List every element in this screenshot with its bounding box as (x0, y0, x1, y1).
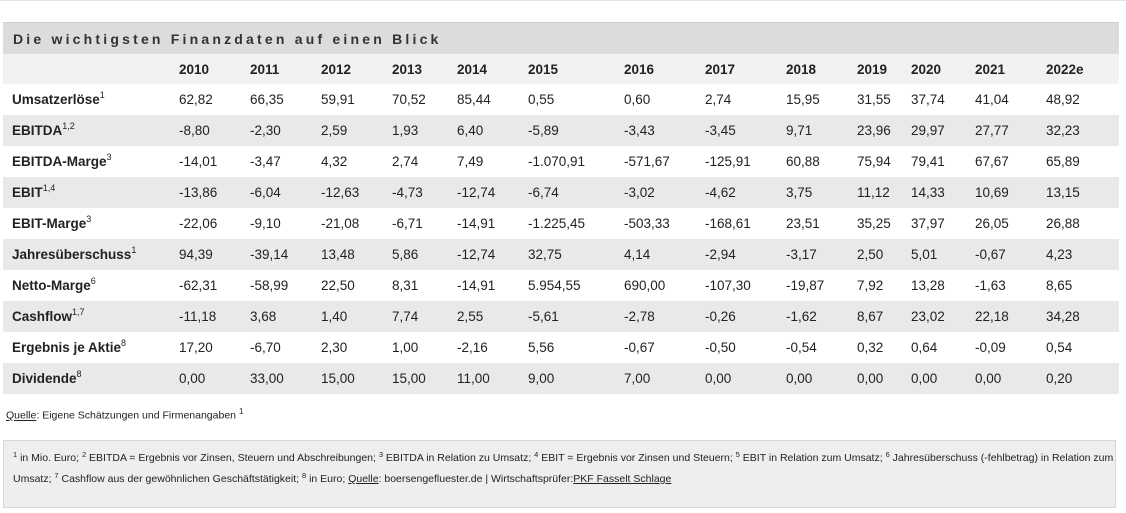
header-row (3, 54, 1119, 84)
table-cell: 23,51 (786, 208, 857, 239)
footnotes-box (3, 440, 1116, 508)
source-text: : Eigene Schätzungen und Firmenangaben (36, 409, 237, 422)
table-cell: 0,20 (1046, 363, 1118, 394)
row-label-sup: 8 (76, 369, 82, 379)
source-line (6, 407, 243, 422)
table-cell: 85,44 (457, 84, 528, 115)
table-cell: 67,67 (975, 146, 1046, 177)
table-cell: 94,39 (179, 239, 250, 270)
table-row (3, 208, 1119, 239)
table-cell: -8,80 (179, 115, 250, 146)
table-title: Die wichtigsten Finanzdaten auf einen Blick (13, 30, 442, 47)
table-cell: 13,48 (321, 239, 392, 270)
table-cell: -1.225,45 (528, 208, 624, 239)
table-cell: 33,00 (250, 363, 321, 394)
table-cell: -2,30 (250, 115, 321, 146)
footnote-text: EBITDA = Ergebnis vor Zinsen, Steuern und Abschreibungen; (86, 452, 379, 464)
year-header: 2021 (975, 54, 1046, 84)
table-cell: -14,01 (179, 146, 250, 177)
footnote-sup: 2 (81, 450, 87, 459)
table-cell: 15,95 (786, 84, 857, 115)
row-label-sup: 1 (99, 90, 105, 100)
table-cell: 0,55 (528, 84, 624, 115)
table-cell: -4,73 (392, 177, 457, 208)
row-label (3, 239, 179, 270)
footnote-text: EBIT in Relation zum Umsatz; (739, 452, 886, 464)
table-cell: 0,60 (624, 84, 705, 115)
table-cell: 66,35 (250, 84, 321, 115)
row-label-sup: 3 (106, 152, 112, 162)
table-cell: -9,10 (250, 208, 321, 239)
table-cell: 5,01 (911, 239, 975, 270)
row-label-text: Dividende (12, 371, 77, 386)
table-cell: 8,31 (392, 270, 457, 301)
table-cell: -107,30 (705, 270, 786, 301)
table-cell: 37,74 (911, 84, 975, 115)
table-cell: 60,88 (786, 146, 857, 177)
table-cell: -1,62 (786, 301, 857, 332)
table-cell: 14,33 (911, 177, 975, 208)
table-cell: 1,00 (392, 332, 457, 363)
table-cell: -2,94 (705, 239, 786, 270)
table-cell: 9,71 (786, 115, 857, 146)
table-cell: -3,47 (250, 146, 321, 177)
table-cell: 31,55 (857, 84, 911, 115)
table-cell: 23,02 (911, 301, 975, 332)
table-cell: 48,92 (1046, 84, 1118, 115)
table-cell: 29,97 (911, 115, 975, 146)
footnote-sup: 6 (885, 450, 890, 459)
table-cell: 22,18 (975, 301, 1046, 332)
table-cell: 7,92 (857, 270, 911, 301)
table-cell: 22,50 (321, 270, 392, 301)
footnote-text: Jahresüberschuss (-fehlbetrag) in Relation zum Umsatz; (13, 452, 1114, 485)
table-cell: -6,71 (392, 208, 457, 239)
row-label-text: Cashflow (12, 309, 73, 324)
table-cell: 13,15 (1046, 177, 1118, 208)
row-label-sup: 8 (121, 338, 127, 348)
table-cell: -39,14 (250, 239, 321, 270)
row-label-text: EBITDA-Marge (12, 154, 107, 169)
footnote-text: in Euro; (306, 473, 349, 485)
row-label-sup: 6 (90, 276, 96, 286)
table-cell: -6,74 (528, 177, 624, 208)
table-cell: -3,43 (624, 115, 705, 146)
table-cell: 0,00 (786, 363, 857, 394)
row-label-text: Ergebnis je Aktie (12, 340, 122, 355)
table-cell: 13,28 (911, 270, 975, 301)
table-cell: 0,54 (1046, 332, 1118, 363)
row-label-text: Jahresüberschuss (12, 247, 132, 262)
table-cell: -6,70 (250, 332, 321, 363)
table-cell: -125,91 (705, 146, 786, 177)
auditor-link[interactable]: PKF Fasselt Schlage (573, 473, 672, 485)
table-cell: 0,00 (911, 363, 975, 394)
header-corner (3, 54, 179, 84)
footnote-text: Cashflow aus der gewöhnlichen Geschäftstätigkeit; (58, 473, 302, 485)
table-cell: 4,14 (624, 239, 705, 270)
footnote-sup: 3 (378, 450, 384, 459)
footnote-text: in Mio. Euro; (17, 452, 82, 464)
table-cell: 37,97 (911, 208, 975, 239)
year-header: 2013 (392, 54, 457, 84)
table-cell: -3,02 (624, 177, 705, 208)
row-label (3, 84, 179, 115)
table-cell: 15,00 (392, 363, 457, 394)
table-cell: 0,32 (857, 332, 911, 363)
table-cell: -13,86 (179, 177, 250, 208)
table-cell: 5.954,55 (528, 270, 624, 301)
year-header: 2010 (179, 54, 250, 84)
table-cell: -19,87 (786, 270, 857, 301)
financial-data-panel (3, 22, 1119, 394)
table-cell: -0,54 (786, 332, 857, 363)
row-label-sup: 1,4 (42, 183, 56, 193)
table-cell: 11,12 (857, 177, 911, 208)
table-cell: -0,67 (975, 239, 1046, 270)
year-header: 2022e (1046, 54, 1118, 84)
table-cell: -62,31 (179, 270, 250, 301)
row-label-sup: 1,2 (62, 121, 75, 131)
row-label-text: EBIT-Marge (12, 216, 87, 231)
table-cell: 4,32 (321, 146, 392, 177)
row-label-text: Netto-Marge (12, 278, 91, 293)
table-cell: -571,67 (624, 146, 705, 177)
table-cell: -2,16 (457, 332, 528, 363)
table-cell: 2,55 (457, 301, 528, 332)
top-divider (0, 0, 1126, 1)
footnote-source-text: : boersengefluester.de | Wirtschaftsprüfer: (378, 473, 574, 485)
footnote-sup: 5 (735, 450, 740, 459)
table-row (3, 146, 1119, 177)
table-cell: 3,68 (250, 301, 321, 332)
table-cell: 26,05 (975, 208, 1046, 239)
row-label-text: EBITDA (12, 123, 63, 138)
row-label (3, 115, 179, 146)
table-cell: -3,45 (705, 115, 786, 146)
table-row (3, 239, 1119, 270)
year-header: 2017 (705, 54, 786, 84)
table-cell: 41,04 (975, 84, 1046, 115)
table-row (3, 177, 1119, 208)
table-cell: 0,64 (911, 332, 975, 363)
row-label (3, 363, 179, 394)
financial-table (3, 54, 1119, 394)
row-label-text: EBIT (12, 185, 43, 200)
table-row (3, 332, 1119, 363)
table-cell: 23,96 (857, 115, 911, 146)
table-cell: -1,63 (975, 270, 1046, 301)
row-label (3, 301, 179, 332)
table-cell: 4,23 (1046, 239, 1118, 270)
footnote-sup: 1 (13, 450, 18, 459)
row-label-sup: 1 (131, 245, 137, 255)
table-cell: -12,63 (321, 177, 392, 208)
source-sup: 1 (238, 407, 244, 416)
row-label (3, 208, 179, 239)
table-row (3, 84, 1119, 115)
table-cell: 2,59 (321, 115, 392, 146)
table-cell: -21,08 (321, 208, 392, 239)
table-cell: 6,40 (457, 115, 528, 146)
table-cell: 59,91 (321, 84, 392, 115)
table-cell: -6,04 (250, 177, 321, 208)
table-cell: 0,00 (857, 363, 911, 394)
table-cell: 2,74 (705, 84, 786, 115)
year-header: 2015 (528, 54, 624, 84)
table-row (3, 301, 1119, 332)
table-cell: -58,99 (250, 270, 321, 301)
table-cell: 1,93 (392, 115, 457, 146)
table-cell: -5,61 (528, 301, 624, 332)
year-header: 2016 (624, 54, 705, 84)
table-cell: -2,78 (624, 301, 705, 332)
table-cell: -503,33 (624, 208, 705, 239)
footnote-sup: 4 (534, 450, 539, 459)
table-cell: 9,00 (528, 363, 624, 394)
table-title-bar (3, 22, 1119, 54)
row-label (3, 177, 179, 208)
table-cell: 7,00 (624, 363, 705, 394)
table-cell: 35,25 (857, 208, 911, 239)
table-cell: 62,82 (179, 84, 250, 115)
table-row (3, 363, 1119, 394)
table-cell: 27,77 (975, 115, 1046, 146)
table-cell: 15,00 (321, 363, 392, 394)
table-cell: 65,89 (1046, 146, 1118, 177)
table-cell: -14,91 (457, 208, 528, 239)
table-cell: 1,40 (321, 301, 392, 332)
row-label (3, 270, 179, 301)
table-cell: -14,91 (457, 270, 528, 301)
table-cell: 26,88 (1046, 208, 1118, 239)
table-cell: 3,75 (786, 177, 857, 208)
year-header: 2014 (457, 54, 528, 84)
table-cell: 0,00 (179, 363, 250, 394)
table-row (3, 115, 1119, 146)
table-cell: 0,00 (705, 363, 786, 394)
table-cell: -0,26 (705, 301, 786, 332)
table-cell: 5,86 (392, 239, 457, 270)
table-cell: -12,74 (457, 239, 528, 270)
table-cell: 7,74 (392, 301, 457, 332)
table-cell: 690,00 (624, 270, 705, 301)
row-label (3, 332, 179, 363)
table-row (3, 270, 1119, 301)
year-header: 2020 (911, 54, 975, 84)
table-cell: 8,67 (857, 301, 911, 332)
table-cell: -5,89 (528, 115, 624, 146)
table-cell: -3,17 (786, 239, 857, 270)
table-cell: -0,50 (705, 332, 786, 363)
year-header: 2018 (786, 54, 857, 84)
table-cell: 17,20 (179, 332, 250, 363)
table-cell: 75,94 (857, 146, 911, 177)
footnote-source-link[interactable]: Quelle (348, 473, 379, 485)
table-cell: -0,67 (624, 332, 705, 363)
table-cell: 32,23 (1046, 115, 1118, 146)
table-cell: -22,06 (179, 208, 250, 239)
table-cell: -0,09 (975, 332, 1046, 363)
table-cell: -12,74 (457, 177, 528, 208)
table-cell: -11,18 (179, 301, 250, 332)
row-label-sup: 3 (86, 214, 92, 224)
table-cell: 7,49 (457, 146, 528, 177)
row-label (3, 146, 179, 177)
table-cell: 8,65 (1046, 270, 1118, 301)
row-label-text: Umsatzerlöse (12, 92, 100, 107)
table-cell: 2,30 (321, 332, 392, 363)
table-cell: 34,28 (1046, 301, 1118, 332)
table-cell: 79,41 (911, 146, 975, 177)
table-cell: -168,61 (705, 208, 786, 239)
table-cell: 70,52 (392, 84, 457, 115)
footnote-text: EBITDA in Relation zu Umsatz; (383, 452, 535, 464)
table-cell: 0,00 (975, 363, 1046, 394)
year-header: 2011 (250, 54, 321, 84)
row-label-sup: 1,7 (72, 307, 85, 317)
table-cell: 10,69 (975, 177, 1046, 208)
table-cell: 2,50 (857, 239, 911, 270)
footnote-sup: 8 (301, 471, 307, 480)
table-cell: -4,62 (705, 177, 786, 208)
table-cell: 32,75 (528, 239, 624, 270)
table-cell: 5,56 (528, 332, 624, 363)
table-cell: 2,74 (392, 146, 457, 177)
footnote-sup: 7 (54, 471, 59, 480)
year-header: 2019 (857, 54, 911, 84)
year-header: 2012 (321, 54, 392, 84)
footnote-text: EBIT = Ergebnis vor Zinsen und Steuern; (538, 452, 736, 464)
table-cell: -1.070,91 (528, 146, 624, 177)
table-cell: 11,00 (457, 363, 528, 394)
source-link[interactable]: Quelle (6, 409, 37, 422)
